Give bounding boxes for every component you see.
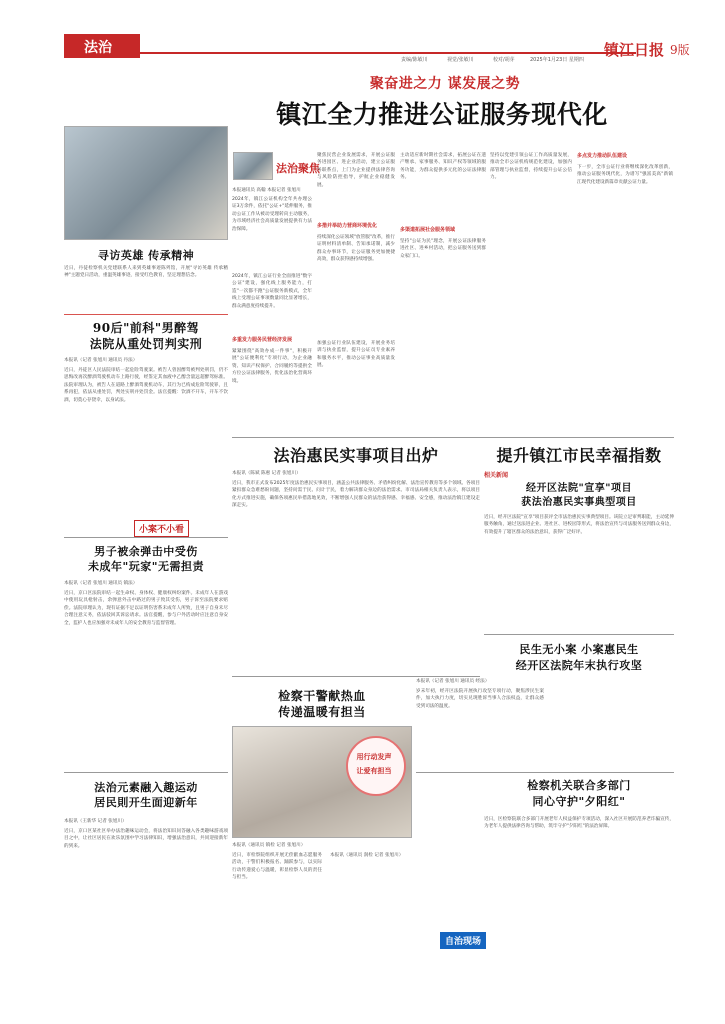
- lead-p10: 下一步，全市公证行业将继续深化改革创新，推动公证服务现代化，为谱写"强富美高"新镇江现代化建设新篇章贡献公证力量。: [577, 165, 673, 185]
- art-credit: 视觉/张敏川: [447, 57, 474, 63]
- lead-sub3: 多渠道拓展社会服务领域: [400, 227, 456, 233]
- story5-byline: 本报讯（通讯员 镇检 记者 张旭川）: [232, 843, 306, 848]
- lead-kicker: 聚奋进之力 谋发展之势: [369, 76, 521, 92]
- lead-column: 法治聚焦: [276, 162, 320, 175]
- proof-credit: 校对/胡芽: [493, 57, 515, 63]
- divider-story3: [232, 676, 480, 677]
- story1-headline: 90后"前科"男醉驾 法院从重处罚判实刑: [89, 321, 203, 351]
- story5-headline: 检察干警献热血 传递温暖有担当: [278, 689, 366, 719]
- divider-photo-story: [64, 314, 228, 315]
- lead-sub2: 多措并举助力营商环境优化: [317, 223, 378, 229]
- story8-headline: 检察机关联合多部门 同心守护"夕阳红": [527, 779, 631, 808]
- divider-lead-bottom: [232, 437, 674, 438]
- column-logo-lead: [233, 152, 273, 180]
- column-badge-self-govern: 自治现场: [440, 932, 486, 949]
- lead-p3: 紧紧围绕"高效办成一件事"，积极开展"公证便利化"专项行动，为企业融资、知识产权保护、合同履约等提供全方位公证法律服务，优化法治化营商环境。: [232, 349, 312, 384]
- story8-body: 近日，区检察院联合多部门开展老年人权益保护专项活动，深入社区开展防范养老诈骗宣传，为老年人提供法律咨询与帮助，筑牢守护"夕阳红"的法治屏障。: [484, 817, 674, 830]
- story5-body: 近日，市检察院组织开展无偿献血志愿服务活动，干警们积极报名、踊跃参与，以实际行动传递爱心与温暖，彰显检察人员的责任与担当。: [232, 853, 322, 881]
- divider-story1: [64, 537, 228, 538]
- story4-subheadline: 经开区法院"宣享"项目 获法治惠民实事典型项目: [521, 483, 637, 508]
- story6-body: 岁末年初，经开区法院开展执行攻坚专项行动，聚焦涉民生案件，加大执行力度，切实兑现胜诉当事人合法权益，让群众感受到司法的温度。: [416, 689, 544, 709]
- divider-story2: [64, 772, 228, 773]
- section-title: 法治: [84, 40, 112, 56]
- story2-body: 近日，京口区法院审结一起生命权、身体权、健康权纠纷案件。未成年人在游戏中使用玩具枪射击，余弹意外击中路过的男子致其受伤，男子诉至法院要求赔偿。法院审理认为，现有证据不足以证明伤害系未成年人所致，且男子自身未尽合理注意义务，依法驳回其诉讼请求。法官提醒，参与户外活动时应注意自身安全，监护人也应加强对未成年人的安全教育与监督管理。: [64, 591, 228, 626]
- lead-p2: 2024年，镇江公证行业全面推进"数字公证"建设，强化线上服务能力，打造"一次都不跑"公证服务新模式，全年线上受理公证事项数量同比显著增长，群众满意度持续提升。: [232, 274, 312, 309]
- badge-top-text: 用行动发声: [356, 753, 392, 761]
- lead-p5: 持续深化公证领域"放管服"改革，推行证明材料清单制、告知承诺制，减少群众办事环节，让公证服务更加便捷高效，群众获得感持续增强。: [317, 235, 395, 263]
- story7-body: 近日，京口区某社区举办法治趣味运动会，将法治知识问答融入各类趣味游戏项目之中，让社区居民在欢乐氛围中学习法律知识，增强法治意识，共同迎接新年的到来。: [64, 829, 228, 849]
- lead-sub4: 多点发力推动队伍建设: [577, 153, 628, 159]
- story2-headline: 男子被余弹击中受伤 未成年"玩家"无需担责: [88, 545, 204, 573]
- lead-p8: 坚持"公证为民"理念，开展公证法律服务进社区、进乡村活动，把公证服务送到群众家门口。: [400, 239, 486, 259]
- photo-story-caption: 近日，丹徒检察机关党建联系人来到英雄事迹陈列馆，开展"寻访英雄 传承精神"主题党日活动，重温英雄事迹，接受红色教育，坚定理想信念。: [64, 266, 228, 279]
- divider-story4: [484, 634, 674, 635]
- story6-headline: 民生无小案 小案惠民生 经开区法院年末执行攻坚: [515, 643, 643, 672]
- lead-p9: 坚持以党建引领公证工作高质量发展，推动全市公证机构规范化建设，加强内部管理与执业监督，持续提升公证公信力。: [490, 153, 572, 181]
- lead-p1: 2024年，镇江公证机构全年共办理公证3万余件，依托"公证+"延伸服务，推动公证工作从被动受理转向主动服务，为市域经济社会高质量发展提供有力法治保障。: [232, 197, 312, 232]
- lead-p4: 聚焦民营企业发展需求，开展公证服务进园区、进企业活动，建立公证服务联系点，上门为企业提供法律咨询与风险防控指导，护航企业稳健发展。: [317, 153, 395, 188]
- lead-p6: 加强公证行业队伍建设，开展业务培训与执业监督，提升公证员专业素养和服务水平，推动公证事业高质量发展。: [317, 341, 395, 369]
- story6-byline: 本报讯（记者 张旭川 通讯员 经法）: [416, 679, 490, 684]
- story3-headline: 法治惠民实事项目出炉: [273, 446, 439, 465]
- issue-date: 2025年1月23日 星期四: [530, 57, 584, 63]
- lead-p7: 主动适应新时期社会需求，拓展公证在遗产继承、家事服务、知识产权等领域的服务功能，为群众提供多元化的公证法律服务。: [400, 153, 486, 181]
- story4-headline: 提升镇江市民幸福指数: [496, 446, 662, 465]
- editor-credit: 责编/陈敏川: [401, 57, 428, 63]
- story3-body: 近日，我市正式发布2025年度法治惠民实事项目，涵盖公共法律服务、矛盾纠纷化解、法治宣传教育等多个领域。各项目紧扣群众急难愁盼问题，坚持问需于民、问计于民，着力解决群众身边的法治需求。市司法局相关负责人表示，将以项目化方式推进实施，确保各项惠民举措落地见效，不断增强人民群众的法治获得感、幸福感、安全感，推动法治镇江建设走深走实。: [232, 481, 480, 509]
- photo-story-headline: 寻访英雄 传承精神: [97, 249, 195, 262]
- divider-story6: [416, 772, 674, 773]
- header-strip: [140, 52, 636, 54]
- badge-bottom-text: 让爱有担当: [356, 767, 392, 775]
- story8-byline: 本报讯（通讯员 润检 记者 张旭川）: [330, 853, 404, 858]
- lead-headline: 镇江全力推进公证服务现代化: [276, 100, 608, 129]
- story1-byline: 本报讯（记者 张旭川 通讯员 丹法）: [64, 358, 138, 363]
- page-number: 9版: [670, 43, 690, 57]
- story7-byline: 本报讯（王新华 记者 张旭川）: [64, 819, 127, 824]
- paper-logo: 镇江日报: [604, 41, 665, 59]
- story3-byline: 本报讯（陈斌 陈惠 记者 张旭川）: [232, 471, 301, 476]
- photo-heroes-group: [64, 126, 228, 240]
- story1-body: 近日，丹徒区人民法院审结一起危险驾驶案。被告人曾因醉驾被判处刑罚，仍不思悔改再次醉酒驾驶机动车上路行驶，经鉴定其血液中乙醇含量远超醉驾标准。法院审理认为，被告人在道路上醉酒驾驶机动车，其行为已构成危险驾驶罪，且系再犯，依法从重处罚，判处实刑并处罚金。法官提醒：饮酒不开车，开车不饮酒，切莫心存侥幸，以身试法。: [64, 368, 228, 403]
- lead-sub1: 多重发力服务民营经济发展: [232, 337, 293, 343]
- column-badge-small-case: 小案不小看: [134, 520, 189, 537]
- story7-headline: 法治元素融入趣运动 居民則开生面迎新年: [94, 781, 198, 809]
- story2-byline: 本报讯（记者 张旭川 通讯员 镇法）: [64, 581, 138, 586]
- story4-tag: 相关新闻: [484, 472, 509, 479]
- lead-byline: 本报通讯员 高翰 本报记者 张旭川: [232, 188, 301, 193]
- story4-body: 近日，经开区法院"宣享"项目获评全市法治惠民实事典型项目。该院立足审判职能，主动延伸服务触角，通过送法进企业、进社区、进校园等形式，将法治宣传与司法服务送到群众身边，有效提升了辖区群众的法治意识，获得广泛好评。: [484, 515, 674, 535]
